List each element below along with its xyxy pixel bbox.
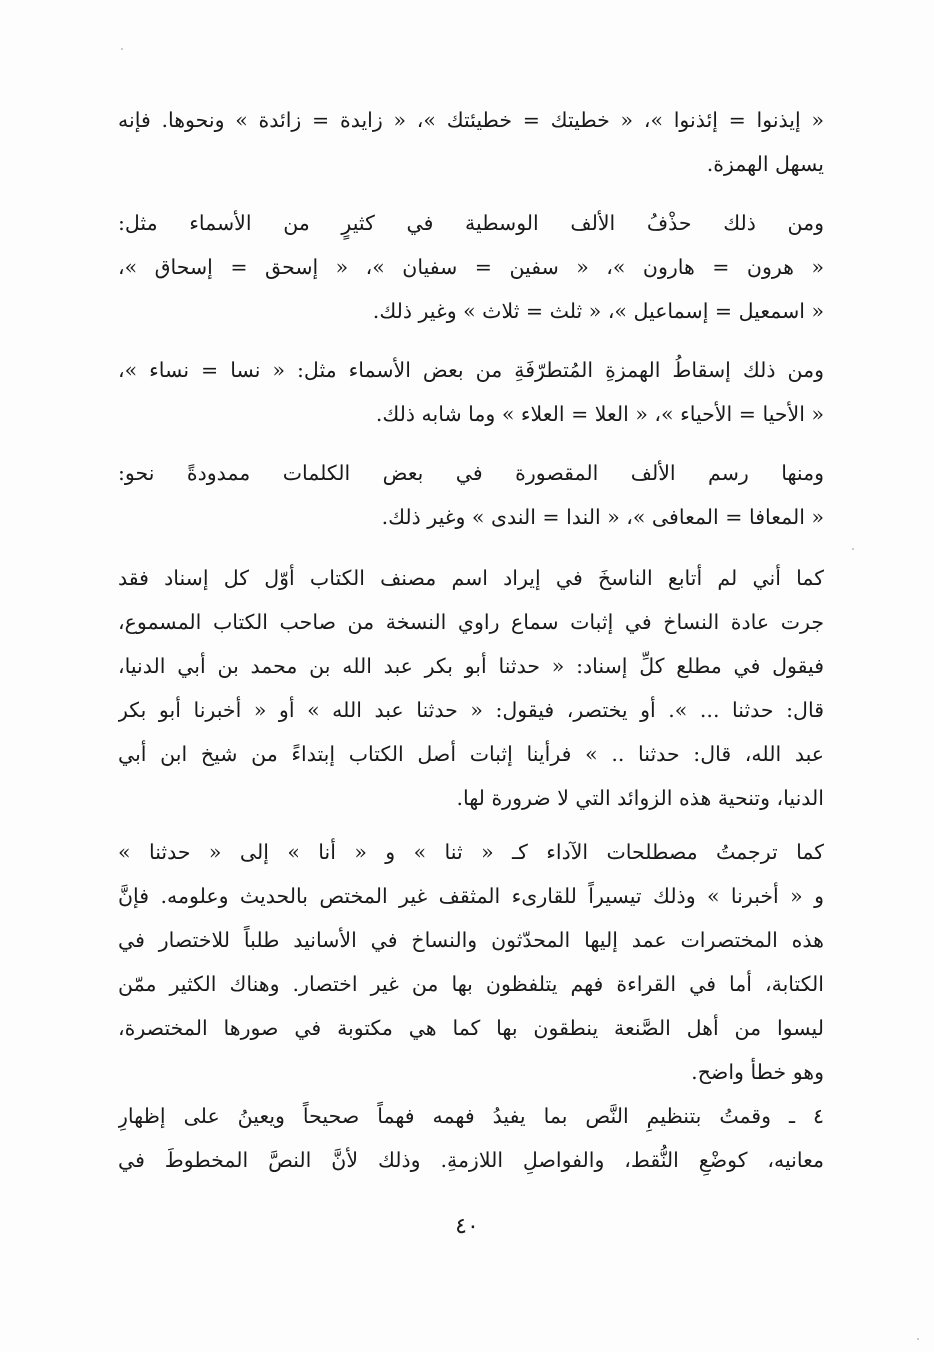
text-line: عبد الله، قال: حدثنا .. » فرأينا إثبات أصل الكتاب إبتداءً من شيخ ابن أبي bbox=[118, 742, 824, 766]
text-line: و « أخبرنا » وذلك تيسيراً للقارىء المثقف غير المختص بالحديث وعلومه. فإنَّ bbox=[118, 884, 824, 908]
text-line: ومن ذلك إسقاطُ الهمزةِ المُتطرّفَةِ من بعض الأسماء مثل: « نسا = نساء »، bbox=[118, 358, 824, 382]
text-line: كما أني لم أتابع الناسخَ في إيراد اسم مصنف الكتاب أوّل كل إسناد فقد bbox=[118, 566, 824, 590]
text-line: قال: حدثنا ... ». أو يختصر، فيقول: « حدثنا عبد الله » أو « أخبرنا أبو بكر bbox=[118, 698, 824, 722]
scan-speck bbox=[121, 48, 123, 50]
paragraph-4 bbox=[118, 451, 824, 539]
text-line: فيقول في مطلع كلِّ إسناد: « حدثنا أبو بكر عبد الله بن محمد بن أبي الدنيا، bbox=[118, 654, 824, 678]
text-line: الدنيا، وتنحية هذه الزوائد التي لا ضرورة لها. bbox=[456, 786, 824, 810]
text-line: ليسوا من أهل الصَّنعة ينطقون بها كما هي مكتوبة في صورها المختصرة، bbox=[118, 1016, 824, 1040]
text-line: « الأحيا = الأحياء »، « العلا = العلاء » وما شابه ذلك. bbox=[375, 402, 824, 426]
paragraph-7 bbox=[118, 1094, 824, 1182]
text-line: معانيه، كوضْعِ النُّقط، والفواصلِ اللازمةِ. وذلك لأنَّ النصَّ المخطوطَ في bbox=[118, 1148, 824, 1172]
paragraph-3 bbox=[118, 348, 824, 436]
page-number: ٤٠ bbox=[455, 1214, 479, 1239]
paragraph-1 bbox=[118, 98, 824, 186]
text-line: وهو خطأ واضح. bbox=[691, 1060, 824, 1084]
text-line: ومن ذلك حذْفُ الألف الوسطية في كثيرٍ من الأسماء مثل: bbox=[118, 211, 824, 235]
text-line: يسهل الهمزة. bbox=[706, 152, 824, 176]
scan-speck bbox=[852, 548, 854, 550]
paragraph-6 bbox=[118, 830, 824, 1094]
text-line: « المعافا = المعافى »، « الندا = الندى » وغير ذلك. bbox=[381, 505, 824, 529]
text-line: كما ترجمتُ مصطلحات الآداء كـ « ثنا » و « أنا » إلى « حدثنا » bbox=[118, 840, 824, 864]
text-line: « إيذنوا = إئذنوا »، « خطيتك = خطيئتك »، « زايدة = زائدة » ونحوها. فإنه bbox=[118, 108, 824, 132]
text-line: ٤ ـ وقمتُ بتنظيمِ النَّص بما يفيدُ فهمه فهماً صحيحاً ويعينُ على إظهارِ bbox=[118, 1104, 824, 1128]
text-line: جرت عادة النساخ في إثبات سماع راوي النسخة من صاحب الكتاب المسموع، bbox=[118, 610, 824, 634]
scan-speck bbox=[917, 1338, 919, 1340]
text-line: هذه المختصرات عمد إليها المحدّثون والنساخ في الأسانيد طلباً للاختصار في bbox=[118, 928, 824, 952]
text-line: ومنها رسم الألف المقصورة في بعض الكلمات ممدودةً نحو: bbox=[118, 461, 824, 485]
text-line: « اسمعيل = إسماعيل »، « ثلث = ثلاث » وغير ذلك. bbox=[372, 299, 824, 323]
paragraph-5 bbox=[118, 556, 824, 820]
text-line: « هرون = هارون »، « سفين = سفيان »، « إسحق = إسحاق »، bbox=[118, 255, 824, 279]
paragraph-2 bbox=[118, 201, 824, 333]
text-line: الكتابة، أما في القراءة فهم يتلفظون بها من غير اختصار. وهناك الكثير ممّن bbox=[118, 972, 824, 996]
